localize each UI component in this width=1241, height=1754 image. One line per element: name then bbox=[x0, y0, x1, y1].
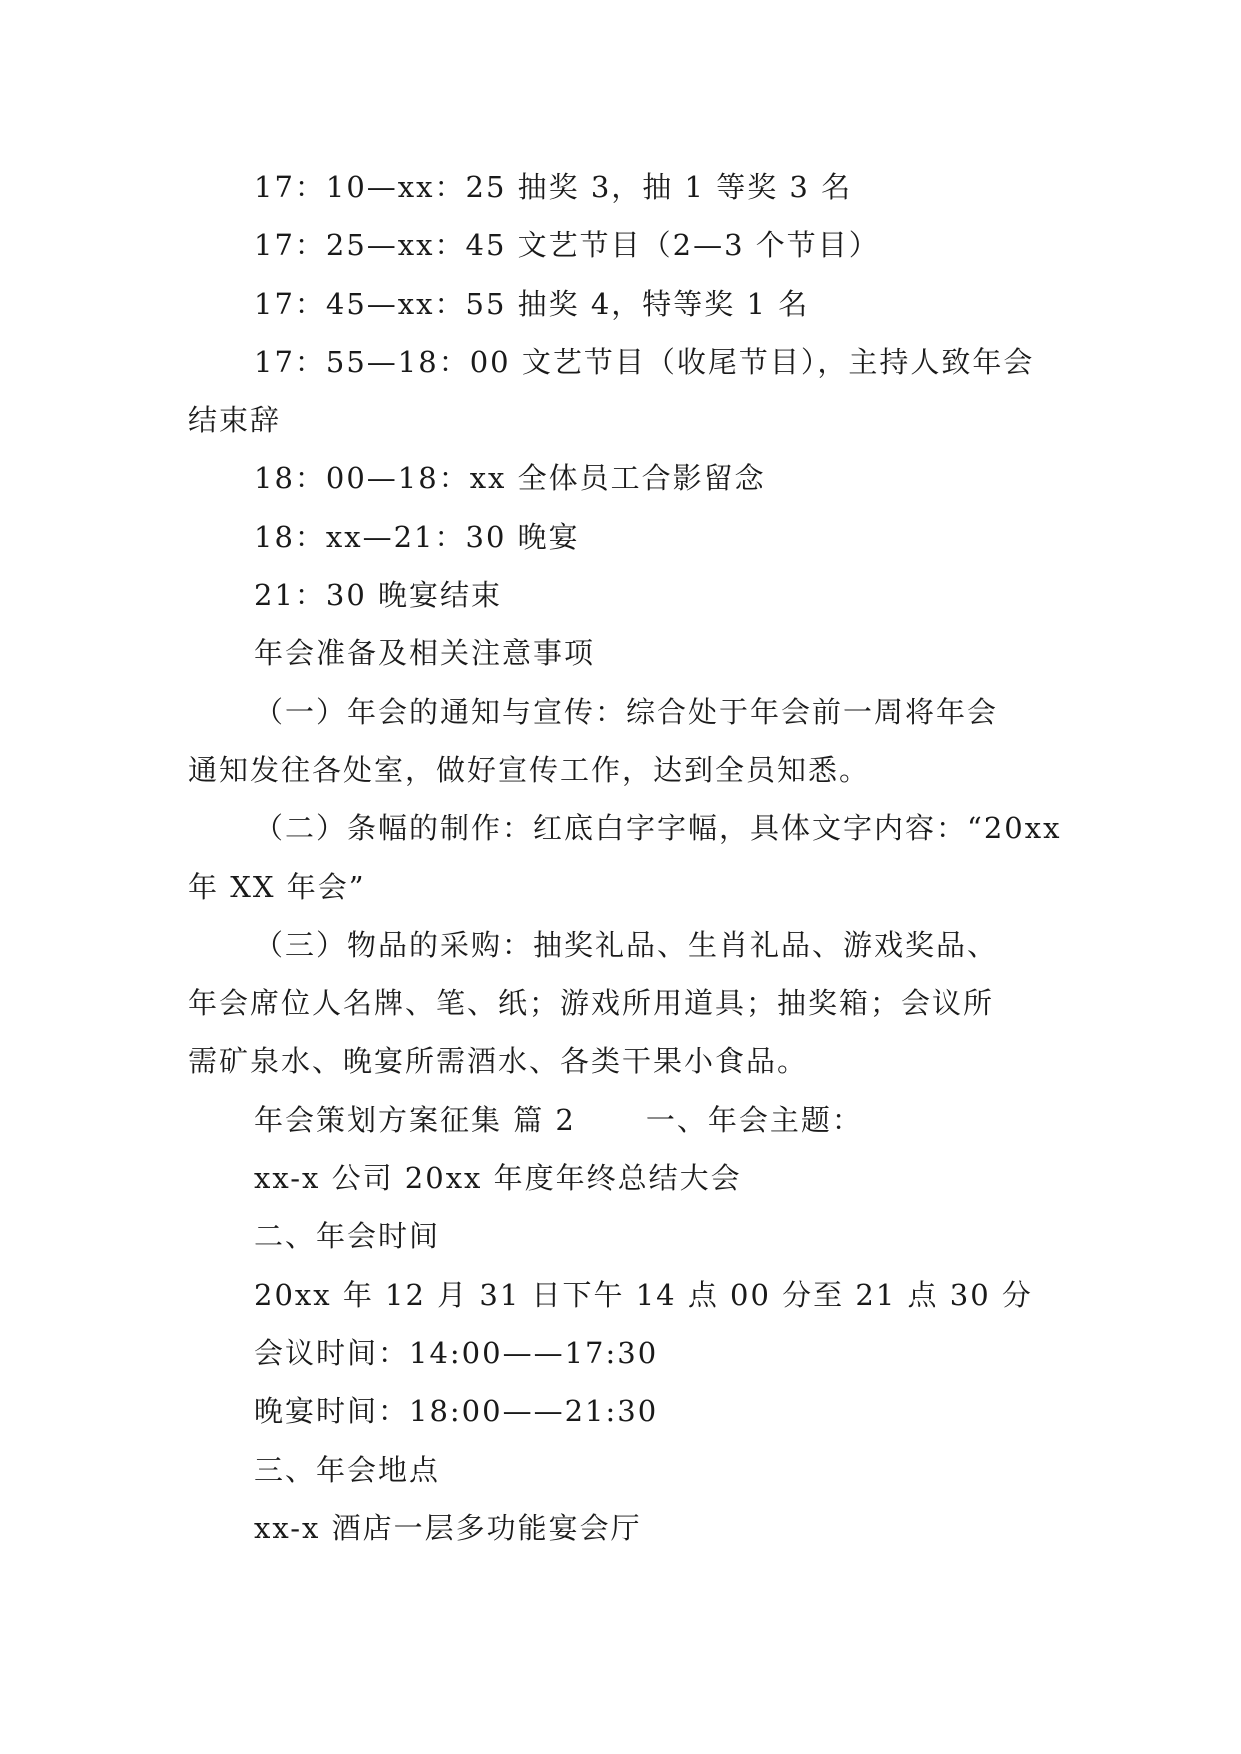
paragraph-line: （二）条幅的制作：红底白字字幅，具体文字内容：“20xx bbox=[254, 811, 1062, 846]
paragraph-line: xx-x 酒店一层多功能宴会厅 bbox=[254, 1510, 642, 1545]
paragraph-line: 17：10—xx：25 抽奖 3，抽 1 等奖 3 名 bbox=[254, 170, 853, 204]
paragraph-line: 会议时间：14:00——17:30 bbox=[254, 1335, 659, 1370]
paragraph-line: 18：xx—21：30 晚宴 bbox=[254, 519, 580, 554]
paragraph-line: 结束辞 bbox=[188, 403, 282, 438]
paragraph-line: 晚宴时间：18:00——21:30 bbox=[254, 1394, 659, 1429]
paragraph-line: xx-x 公司 20xx 年度年终总结大会 bbox=[254, 1161, 742, 1196]
document-body bbox=[188, 158, 1068, 1557]
paragraph-line: 18：00—18：xx 全体员工合影留念 bbox=[254, 461, 766, 496]
paragraph-line: 需矿泉水、晚宴所需酒水、各类干果小食品。 bbox=[188, 1044, 809, 1079]
paragraph-line: 17：55—18：00 文艺节目（收尾节目），主持人致年会 bbox=[254, 344, 1035, 379]
section-heading: 二、年会时间 bbox=[254, 1219, 441, 1254]
article-title: 年会策划方案征集 篇 2 bbox=[254, 1102, 576, 1137]
paragraph-line: 年 XX 年会” bbox=[188, 869, 366, 904]
paragraph-line: （三）物品的采购：抽奖礼品、生肖礼品、游戏奖品、 bbox=[254, 927, 999, 962]
paragraph-line: 21：30 晚宴结束 bbox=[254, 578, 503, 613]
section-heading: 年会准备及相关注意事项 bbox=[254, 636, 596, 671]
paragraph-line: （一）年会的通知与宣传：综合处于年会前一周将年会 bbox=[254, 694, 999, 729]
paragraph-line: 20xx 年 12 月 31 日下午 14 点 00 分至 21 点 30 分 bbox=[254, 1277, 1033, 1312]
paragraph-line: 17：45—xx：55 抽奖 4，特等奖 1 名 bbox=[254, 286, 810, 321]
section-heading: 三、年会地点 bbox=[254, 1452, 441, 1487]
paragraph-line: 年会席位人名牌、笔、纸；游戏所用道具；抽奖箱；会议所 bbox=[188, 986, 995, 1021]
section-heading-row bbox=[188, 1091, 1068, 1149]
paragraph-line: 17：25—xx：45 文艺节目（2—3 个节目） bbox=[254, 228, 880, 263]
section-heading: 一、年会主题： bbox=[645, 1102, 863, 1137]
paragraph-line: 通知发往各处室，做好宣传工作，达到全员知悉。 bbox=[188, 752, 871, 787]
